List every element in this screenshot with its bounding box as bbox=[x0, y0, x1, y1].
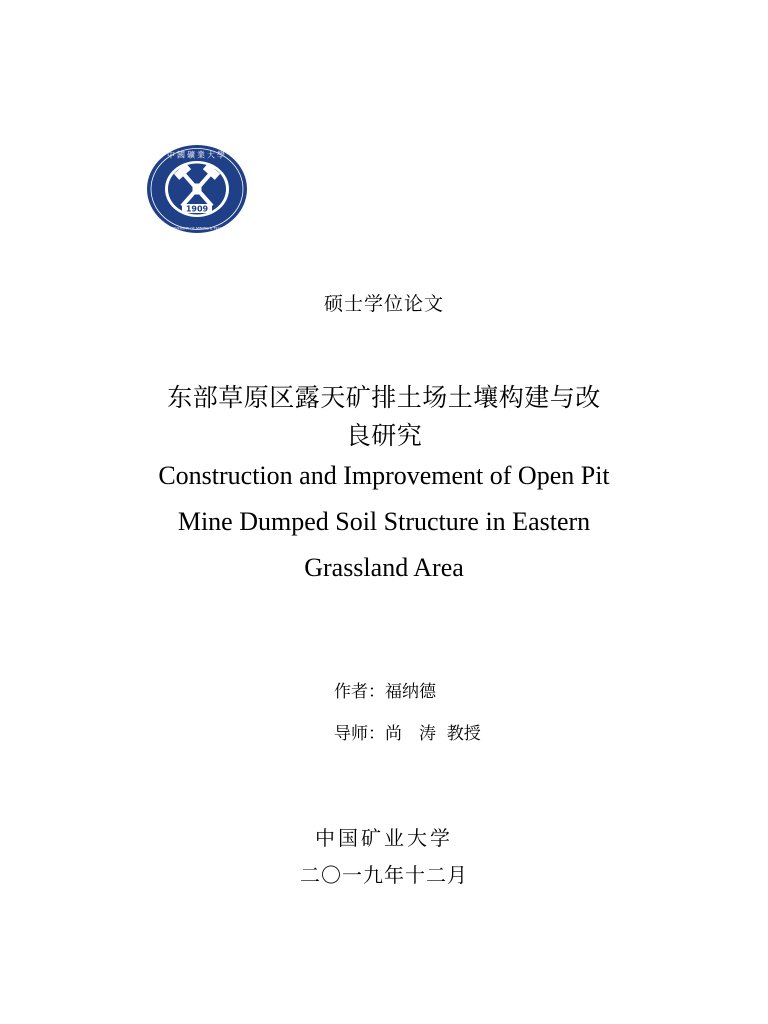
thesis-title-chinese-line-1: 东部草原区露天矿排土场土壤构建与改 bbox=[167, 383, 601, 412]
logo-year: 1909 bbox=[185, 204, 209, 214]
university-logo bbox=[146, 144, 248, 234]
thesis-title-english-line-3: Grassland Area bbox=[304, 553, 464, 582]
logo-ring-text-side: CHINA UNIVERSITY OF MINING & TECHNOLOGY bbox=[157, 226, 237, 231]
thesis-title-english-line-2: Mine Dumped Soil Structure in Eastern bbox=[177, 507, 591, 536]
submission-date: 二〇一九年十二月 bbox=[300, 863, 468, 887]
degree-type-label: 硕士学位论文 bbox=[323, 293, 444, 315]
university-name: 中国矿业大学 bbox=[315, 826, 453, 850]
logo-ring-text-top: 中國礦業大學 bbox=[167, 150, 227, 160]
author-line: 作者：福纳德 bbox=[334, 682, 436, 702]
thesis-title-english-line-1: Construction and Improvement of Open Pit bbox=[158, 461, 610, 490]
advisor-line: 导师：尚 涛 教授 bbox=[334, 724, 481, 744]
thesis-title-chinese-line-2: 良研究 bbox=[345, 421, 423, 450]
